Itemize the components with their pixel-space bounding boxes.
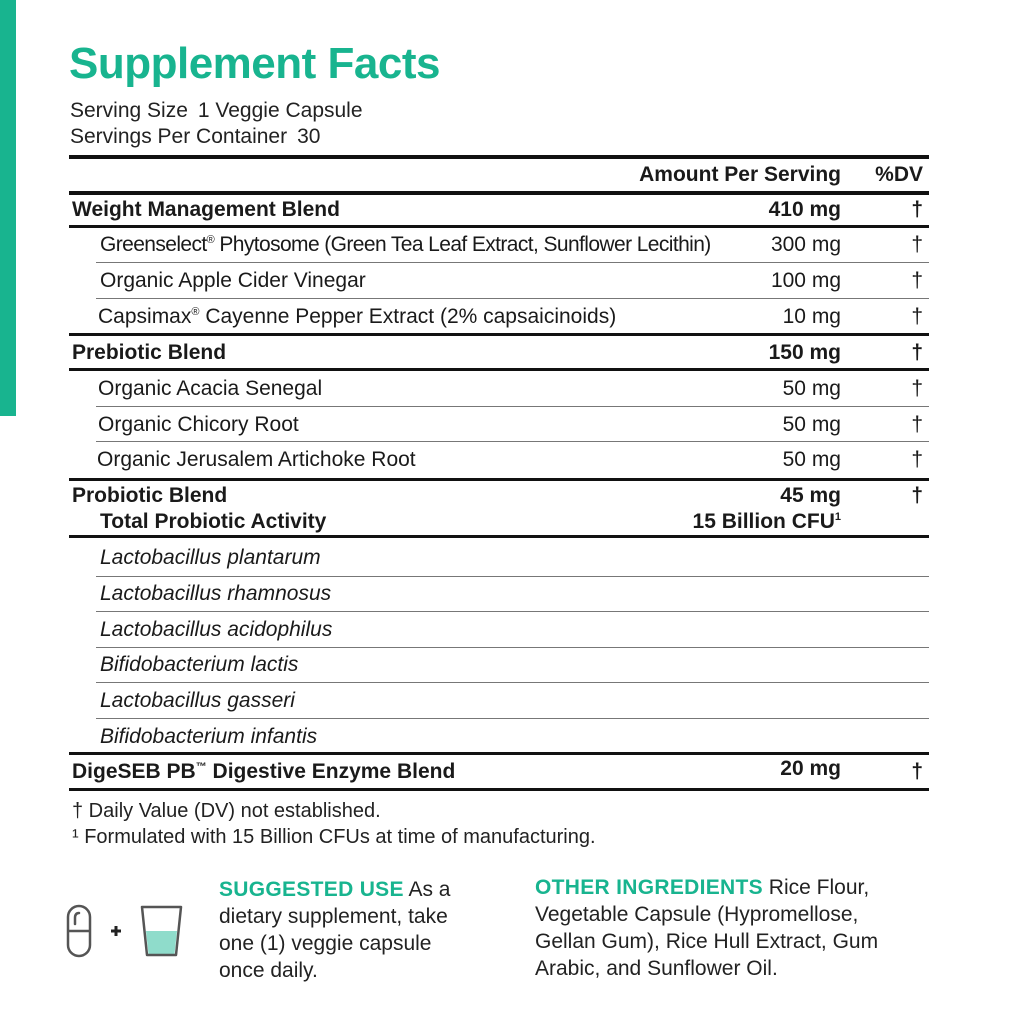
ingredient-name: Organic Apple Cider Vinegar <box>100 269 366 292</box>
dv-mark: † <box>911 198 923 221</box>
strain-row <box>69 719 929 755</box>
divider <box>69 788 929 791</box>
suggested-use-heading: SUGGESTED USE <box>219 878 404 901</box>
footnote-mark: 1 <box>834 511 841 523</box>
other-ingredients-text: Rice Flour, Vegetable Capsule (Hypromellose, Gellan Gum), Rice Hull Extract, Gum Arabic, and Sunflower Oil. <box>535 876 879 980</box>
plus-icon <box>111 926 121 936</box>
ingredient-amount: 100 mg <box>770 269 841 292</box>
blend-name: Prebiotic Blend <box>72 341 227 364</box>
blend-name: Weight Management Blend <box>72 198 340 221</box>
ingredient-row <box>69 299 929 335</box>
dv-mark: † <box>911 233 923 256</box>
trademark: ™ <box>195 761 207 773</box>
ingredient-amount: 50 mg <box>782 377 841 400</box>
capsule-icon <box>68 906 90 956</box>
strain-name: Lactobacillus rhamnosus <box>100 582 332 605</box>
blend-amount: 45 mg <box>780 484 841 507</box>
brand-name: Greenselect <box>100 233 207 256</box>
cfu-value: 15 Billion CFU <box>692 510 835 533</box>
blend-name <box>72 754 455 790</box>
strain-name: Lactobacillus gasseri <box>100 689 295 712</box>
dv-mark: † <box>911 377 923 400</box>
dv-mark: † <box>911 760 923 783</box>
ingredient-row <box>69 442 929 478</box>
registered-mark: ® <box>191 306 200 318</box>
ingredient-row <box>69 407 929 443</box>
strain-row <box>69 647 929 683</box>
accent-bar <box>0 0 16 416</box>
amount-per-serving-header: Amount Per Serving <box>639 163 841 186</box>
suggested-use <box>219 876 459 984</box>
dv-footnote: † Daily Value (DV) not established. <box>72 800 381 822</box>
strain-name: Lactobacillus plantarum <box>100 546 321 569</box>
blend-amount: 20 mg <box>780 757 841 780</box>
ingredient-name: Organic Acacia Senegal <box>98 377 323 400</box>
serving-size <box>70 98 363 124</box>
ingredient-amount: 50 mg <box>782 448 841 471</box>
prebiotic-blend-row <box>69 335 929 371</box>
strain-name: Lactobacillus acidophilus <box>100 618 333 641</box>
serving-size-label: Serving Size <box>70 99 188 122</box>
registered-mark: ® <box>206 234 215 246</box>
usage-icons <box>64 902 184 962</box>
suggested-use-text: As a dietary supplement, take one (1) veggie capsule once daily. <box>219 878 451 982</box>
strain-name: Bifidobacterium lactis <box>100 653 299 676</box>
servings-per-container <box>70 124 320 150</box>
ingredient-name <box>100 227 711 263</box>
dv-mark: † <box>911 413 923 436</box>
servings-per-container-label: Servings Per Container <box>70 125 288 148</box>
strain-row <box>69 683 929 719</box>
probiotic-blend-row <box>69 478 929 536</box>
dv-mark: † <box>911 269 923 292</box>
column-header-row <box>69 157 929 193</box>
dv-mark: † <box>911 341 923 364</box>
dv-header: %DV <box>875 163 923 186</box>
other-ingredients <box>535 874 915 982</box>
enzyme-brand-name: DigeSEB PB <box>72 760 196 783</box>
brand-name: Capsimax <box>98 305 192 328</box>
strain-row <box>69 576 929 612</box>
strain-name: Bifidobacterium infantis <box>100 725 318 748</box>
enzyme-description: Digestive Enzyme Blend <box>206 760 456 783</box>
ingredient-name: Organic Chicory Root <box>98 413 299 436</box>
other-ingredients-heading: OTHER INGREDIENTS <box>535 876 763 899</box>
blend-amount: 150 mg <box>768 341 841 364</box>
ingredient-row <box>69 263 929 299</box>
weight-blend-row <box>69 192 929 228</box>
page-title: Supplement Facts <box>69 39 440 88</box>
ingredient-amount: 10 mg <box>782 305 841 328</box>
ingredient-amount: 300 mg <box>770 233 841 256</box>
dv-mark: † <box>911 484 923 507</box>
ingredient-name: Organic Jerusalem Artichoke Root <box>97 448 416 471</box>
cfu-footnote: ¹ Formulated with 15 Billion CFUs at time of manufacturing. <box>72 826 596 848</box>
divider <box>69 535 929 538</box>
servings-per-container-value: 30 <box>297 125 321 148</box>
ingredient-amount: 50 mg <box>782 413 841 436</box>
dv-mark: † <box>911 448 923 471</box>
water-cup-icon <box>142 907 181 955</box>
ingredient-row <box>69 227 929 263</box>
blend-name: Probiotic Blend <box>72 484 228 507</box>
ingredient-name <box>98 299 616 335</box>
ingredient-row <box>69 371 929 407</box>
serving-size-value: 1 Veggie Capsule <box>197 99 363 122</box>
ingredient-description: Cayenne Pepper Extract (2% capsaicinoids) <box>199 305 617 328</box>
blend-amount: 410 mg <box>768 198 841 221</box>
strain-row <box>69 540 929 576</box>
enzyme-blend-row <box>69 754 929 790</box>
strain-row <box>69 612 929 648</box>
dv-mark: † <box>911 305 923 328</box>
total-probiotic-activity-label: Total Probiotic Activity <box>100 510 327 533</box>
ingredient-description: Phytosome (Green Tea Leaf Extract, Sunflower Lecithin) <box>214 233 711 256</box>
